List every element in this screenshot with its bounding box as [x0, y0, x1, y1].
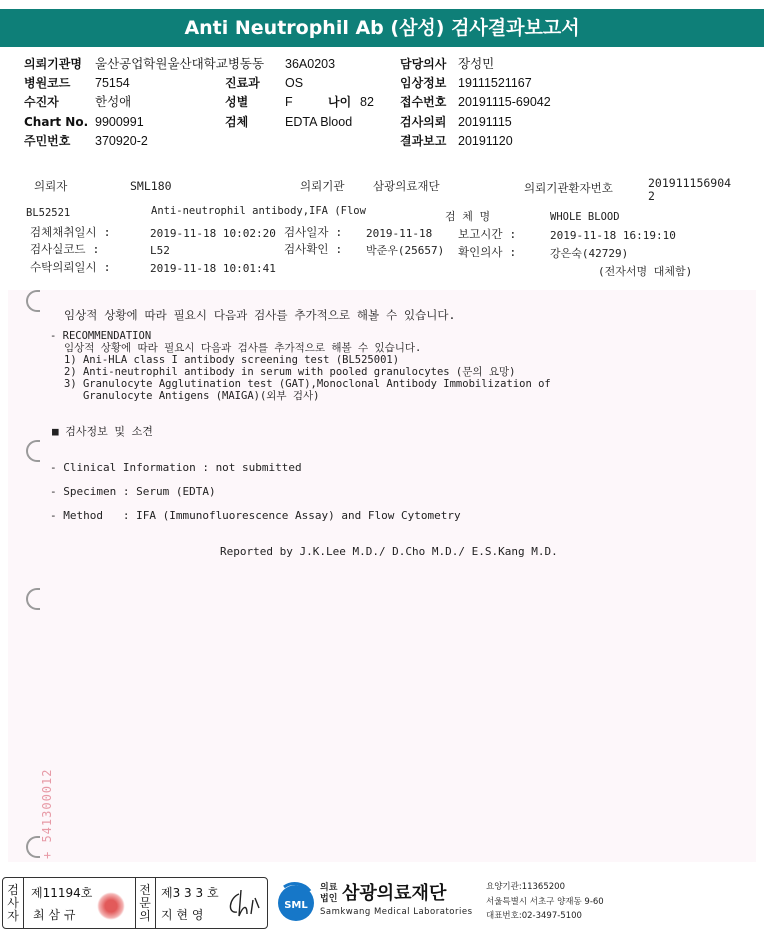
report-time-label: 보고시간 : [458, 227, 517, 241]
consign-time-label: 수탁의뢰일시 : [30, 260, 111, 274]
specimen-info: - Specimen : Serum (EDTA) [50, 485, 216, 498]
header-value-org: 울산공업학원울산대학교병동동 [95, 57, 265, 71]
examiner-number: 제11194호 [31, 886, 93, 900]
org-address: 서울특별시 서초구 양재동 9-60 [486, 897, 604, 907]
header-label-specimen: 검체 [225, 115, 249, 129]
confirm-doctor-value: 강은숙(42729) [550, 247, 629, 260]
recommendation-notice: 임상적 상황에 따라 필요시 다음과 검사를 추가적으로 해볼 수 있습니다. [64, 342, 422, 354]
logo-mark-text: SML [284, 900, 308, 911]
logo-name: 삼광의료재단 [342, 883, 447, 904]
header-label-age: 나이 [328, 95, 352, 109]
specialist-label: 전문의 [139, 883, 151, 923]
logo-english: Samkwang Medical Laboratories [320, 907, 473, 917]
header-value-sex: F [285, 95, 293, 109]
header-label-request: 검사의뢰 [400, 115, 447, 129]
header-label-receipt: 접수번호 [400, 95, 447, 109]
specimen-label: 검 체 명 [445, 210, 491, 223]
report-time-value: 2019-11-18 16:19:10 [550, 229, 676, 242]
recommendation-title: - RECOMMENDATION [50, 330, 152, 342]
header-value-request: 20191115 [458, 115, 512, 129]
seal-icon [97, 892, 125, 920]
lab-code-label: 검사실코드 : [30, 242, 100, 256]
test-confirm-value: 박준우(25657) [366, 244, 445, 257]
header-value-doctor: 장성민 [458, 57, 495, 71]
logo-prefix-2: 법인 [320, 894, 338, 904]
specimen-value: WHOLE BLOOD [550, 211, 620, 223]
header-value-patient: 한성애 [95, 95, 132, 109]
recommendation-item: 3) Granulocyte Agglutination test (GAT),Monoclonal Antibody Immobilization of [64, 378, 551, 390]
sml-logo-icon [274, 879, 318, 923]
header-value-code: 36A0203 [285, 57, 336, 71]
binder-ring-icon [26, 588, 40, 610]
scanned-report [8, 172, 756, 862]
notice-text: 임상적 상황에 따라 필요시 다음과 검사를 추가적으로 해볼 수 있습니다. [64, 308, 456, 322]
test-date-label: 검사일자 : [284, 225, 343, 239]
header-label-chart: Chart No. [24, 115, 89, 129]
header-value-hospital-code: 75154 [95, 76, 130, 90]
header-label-doctor: 담당의사 [400, 57, 447, 71]
requester-label: 의뢰자 [34, 179, 68, 193]
header-label-hospital-code: 병원코드 [24, 76, 71, 90]
org-phone: 대표번호:02-3497-5100 [486, 911, 582, 921]
header-label-report: 결과보고 [400, 134, 447, 148]
header-label-patient: 수진자 [24, 95, 59, 109]
test-confirm-label: 검사확인 : [284, 242, 343, 256]
test-code: BL52521 [26, 207, 71, 219]
header-value-report: 20191120 [458, 134, 513, 148]
header-value-specimen: EDTA Blood [285, 115, 353, 129]
header-value-id: 370920-2 [95, 134, 148, 148]
collection-time-value: 2019-11-18 10:02:20 [150, 227, 276, 240]
recommendation-item: 2) Anti-neutrophil antibody in serum with pooled granulocytes (문의 요망) [64, 366, 516, 378]
confirm-doctor-label: 확인의사 : [458, 245, 517, 259]
examiner-label: 검사자 [7, 883, 19, 923]
section-title: ■ 검사정보 및 소견 [52, 425, 153, 438]
method-info: - Method : IFA (Immunofluorescence Assay) and Flow Cytometry [50, 509, 461, 522]
header-label-sex: 성별 [225, 95, 249, 109]
header-value-age: 82 [360, 95, 374, 109]
header-value-clinical: 19111521167 [458, 76, 532, 90]
consign-time-value: 2019-11-18 10:01:41 [150, 262, 276, 275]
specialist-name: 지 현 영 [161, 908, 204, 922]
requester-value: SML180 [130, 179, 172, 193]
footer [0, 873, 764, 930]
test-name: Anti-neutrophil antibody,IFA (Flow [151, 205, 366, 217]
binder-ring-icon [26, 440, 40, 462]
signature-box [2, 877, 268, 929]
org-code: 요양기관:11365200 [486, 882, 565, 892]
header-value-dept: OS [285, 76, 304, 90]
logo-prefix-1: 의료 [320, 883, 338, 893]
header-label-id: 주민번호 [24, 134, 71, 148]
recommendation-item: 1) Ani-HLA class I antibody screening test (BL525001) [64, 354, 400, 366]
test-date-value: 2019-11-18 [366, 227, 433, 240]
clinical-info: - Clinical Information : not submitted [50, 461, 302, 474]
patient-no-label: 의뢰기관환자번호 [524, 181, 613, 195]
recommendation-item: Granulocyte Antigens (MAIGA)(외부 검사) [64, 390, 320, 402]
org-value: 삼광의료재단 [373, 179, 440, 193]
header-value-receipt: 20191115-69042 [458, 95, 551, 109]
patient-no-line1: 201911156904 [648, 176, 732, 190]
header-label-org: 의뢰기관명 [24, 57, 82, 71]
lab-code-value: L52 [150, 244, 170, 257]
side-number: + 541300012 [40, 768, 54, 859]
binder-ring-icon [26, 836, 40, 858]
report-title: Anti Neutrophil Ab (삼성) 검사결과보고서 [0, 9, 764, 47]
binder-ring-icon [26, 290, 40, 312]
signature-icon [225, 886, 265, 922]
specialist-number: 제3 3 3 호 [161, 886, 219, 900]
org-label: 의뢰기관 [300, 179, 345, 193]
collection-time-label: 검체채취일시 : [30, 225, 111, 239]
header-value-chart: 9900991 [95, 115, 144, 129]
reported-by: Reported by J.K.Lee M.D./ D.Cho M.D./ E.S.Kang M.D. [220, 545, 558, 558]
examiner-name: 최 삼 규 [33, 908, 76, 922]
header-label-dept: 진료과 [225, 76, 260, 90]
header-label-clinical: 임상정보 [400, 76, 447, 90]
patient-no-line2: 2 [648, 189, 655, 203]
signature-note: (전자서명 대체함) [598, 265, 693, 278]
